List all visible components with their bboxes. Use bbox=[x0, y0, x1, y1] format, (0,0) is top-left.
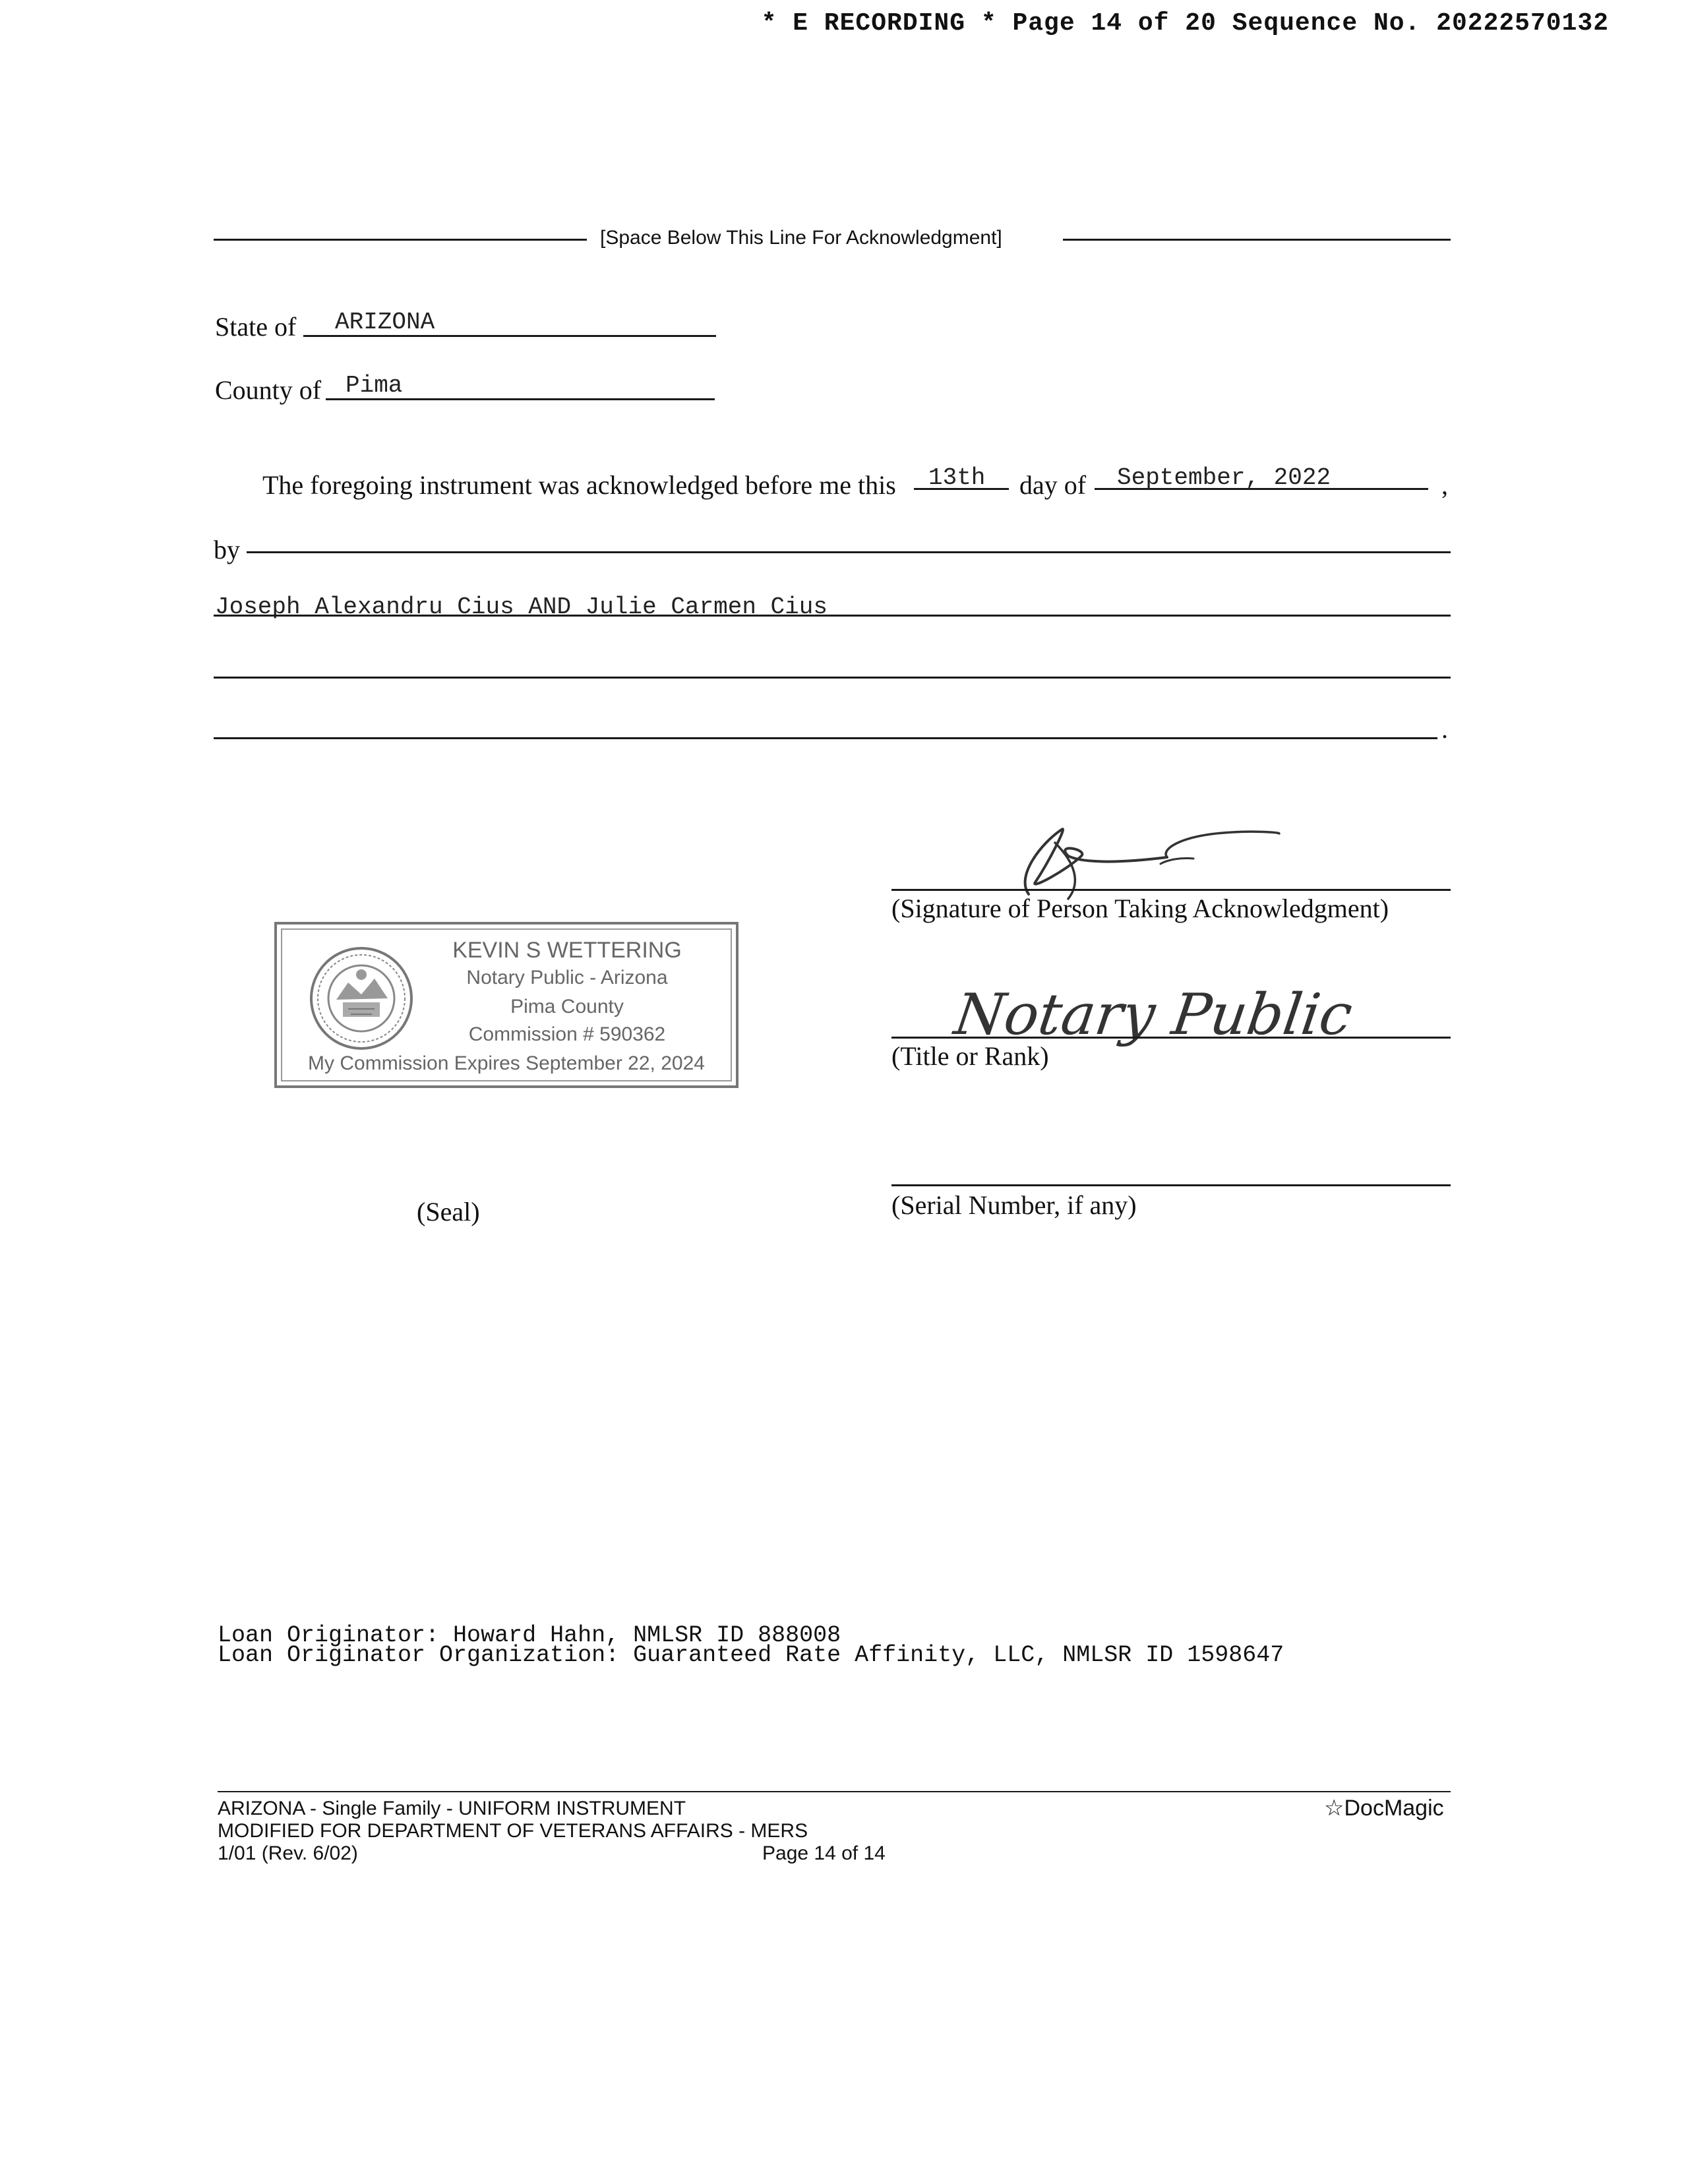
notary-stamp bbox=[274, 922, 738, 1088]
ack-rule-left bbox=[214, 239, 587, 241]
star-outline-icon: ☆ bbox=[1324, 1796, 1344, 1821]
signature-label: (Signature of Person Taking Acknowledgment) bbox=[891, 894, 1389, 923]
loan-originator-line2: Loan Originator Organization: Guaranteed Rate Affinity, LLC, NMLSR ID 1598647 bbox=[218, 1642, 1284, 1668]
stamp-name: KEVIN S WETTERING bbox=[452, 938, 682, 963]
day-value: 13th bbox=[928, 464, 986, 491]
day-of-label: day of bbox=[1019, 470, 1087, 500]
footer-line1: ARIZONA - Single Family - UNIFORM INSTRUMENT bbox=[218, 1798, 686, 1819]
sentence-comma: , bbox=[1441, 470, 1448, 500]
title-handwritten: Notary Public bbox=[950, 982, 1356, 1048]
footer-line2: MODIFIED FOR DEPARTMENT OF VETERANS AFFAIRS - MERS bbox=[218, 1820, 808, 1842]
footer-page: Page 14 of 14 bbox=[762, 1842, 886, 1864]
by-label: by bbox=[214, 535, 240, 564]
stamp-title: Notary Public - Arizona bbox=[466, 967, 668, 988]
footer-line3: 1/01 (Rev. 6/02) bbox=[218, 1842, 358, 1864]
month-year-value: September, 2022 bbox=[1117, 464, 1331, 491]
serial-line bbox=[891, 1184, 1451, 1186]
by-period: . bbox=[1441, 714, 1448, 744]
signature-line bbox=[891, 889, 1451, 891]
stamp-expires: My Commission Expires September 22, 2024 bbox=[308, 1052, 705, 1074]
serial-label: (Serial Number, if any) bbox=[891, 1190, 1137, 1220]
recording-header: * E RECORDING * Page 14 of 20 Sequence No. 20222570132 bbox=[761, 9, 1609, 38]
stamp-commission: Commission # 590362 bbox=[468, 1023, 666, 1045]
by-names: Joseph Alexandru Cius AND Julie Carmen Cius bbox=[215, 593, 828, 621]
seal-label: (Seal) bbox=[417, 1197, 480, 1227]
docmagic-brand: DocMagic bbox=[1344, 1796, 1444, 1821]
by-line-4 bbox=[214, 737, 1437, 739]
ack-sentence-prefix: The foregoing instrument was acknowledged before me this bbox=[262, 470, 896, 500]
state-seal-icon bbox=[309, 946, 414, 1051]
title-label: (Title or Rank) bbox=[891, 1041, 1049, 1071]
state-label: State of bbox=[215, 312, 297, 342]
by-line-2 bbox=[214, 615, 1451, 617]
county-value: Pima bbox=[346, 372, 403, 399]
loan-originator-line1: Loan Originator: Howard Hahn, NMLSR ID 888008 bbox=[218, 1622, 841, 1649]
by-line-1 bbox=[247, 551, 1451, 553]
ack-rule-right bbox=[1063, 239, 1451, 241]
title-line bbox=[891, 1037, 1451, 1039]
by-line-3 bbox=[214, 677, 1451, 679]
stamp-county: Pima County bbox=[510, 996, 624, 1017]
county-label: County of bbox=[215, 375, 322, 405]
ack-caption: [Space Below This Line For Acknowledgment] bbox=[600, 227, 1002, 249]
footer-rule bbox=[218, 1791, 1451, 1792]
docmagic-logo bbox=[1324, 1795, 1444, 1821]
state-value: ARIZONA bbox=[335, 309, 435, 336]
